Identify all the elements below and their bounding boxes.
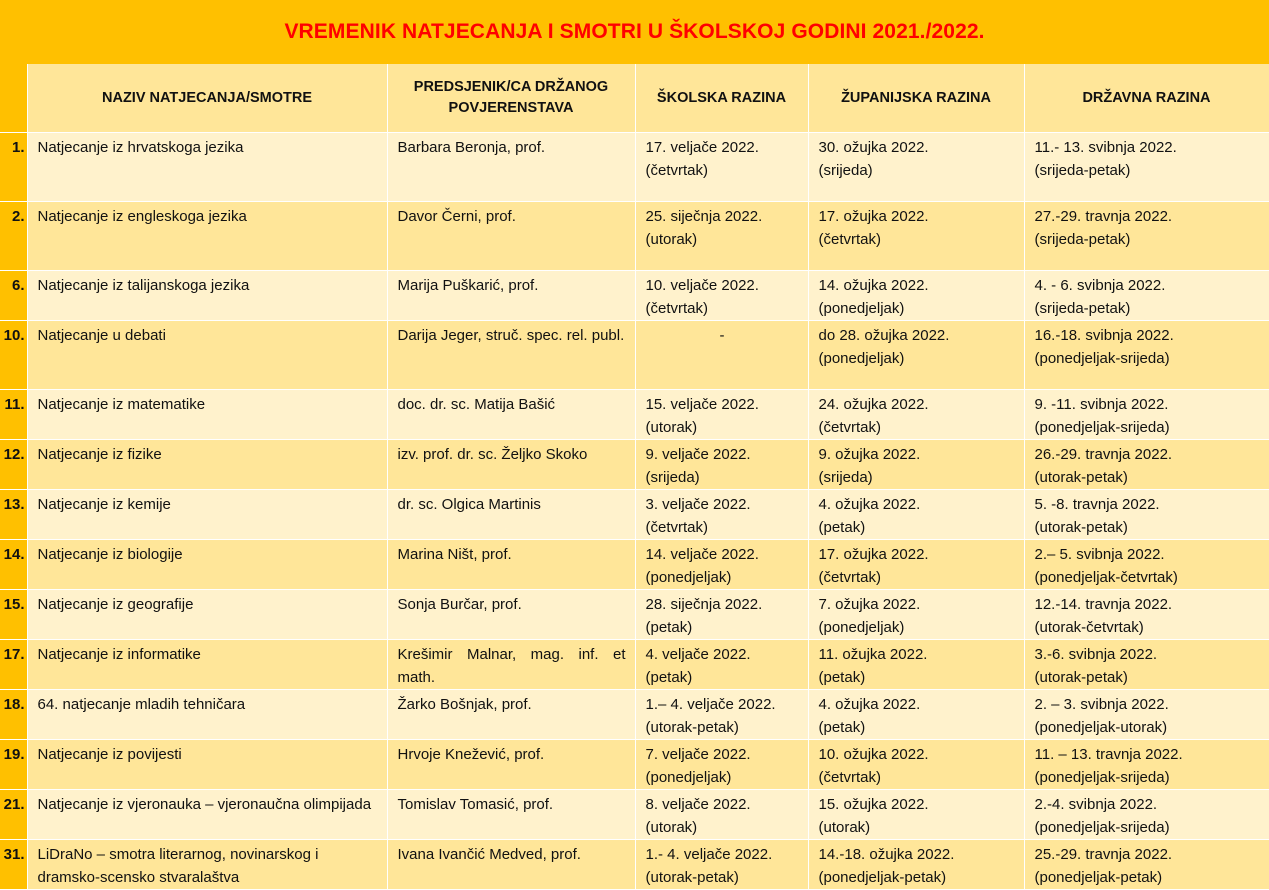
school-level-date-text: (petak)	[645, 669, 693, 686]
school-level-date-text: 17. veljače 2022.	[645, 139, 759, 156]
table-row	[0, 840, 1269, 890]
county-level-date	[808, 840, 1024, 890]
county-level-date-text: 4. ožujka 2022.	[818, 696, 921, 713]
committee-president-text: Žarko Bošnjak, prof.	[397, 696, 532, 713]
competition-name-text: Natjecanje iz kemije	[37, 496, 171, 513]
competition-name-text: Natjecanje iz hrvatskoga jezika	[37, 139, 244, 156]
school-level-date-text: (utorak-petak)	[645, 719, 739, 736]
state-level-date-text: (srijeda-petak)	[1034, 162, 1131, 179]
school-level-date	[635, 540, 808, 590]
county-level-date-text: 24. ožujka 2022.	[818, 396, 929, 413]
state-level-date	[1024, 271, 1269, 321]
competition-name-text: Natjecanje iz talijanskoga jezika	[37, 277, 250, 294]
table-row	[0, 490, 1269, 540]
competition-name	[27, 540, 387, 590]
competition-table	[0, 64, 1269, 890]
row-number-text: 19.	[3, 746, 25, 763]
school-level-date-text: (ponedjeljak)	[645, 569, 732, 586]
committee-president-text: Tomislav Tomasić, prof.	[397, 796, 554, 813]
row-number-text: 18.	[3, 696, 25, 713]
table-row	[0, 202, 1269, 271]
table-row	[0, 740, 1269, 790]
header-county-level: ŽUPANIJSKA RAZINA	[808, 64, 1024, 133]
committee-president	[387, 790, 635, 840]
header-state-level: DRŽAVNA RAZINA	[1024, 64, 1269, 133]
school-level-date-text: 1.- 4. veljače 2022.	[645, 846, 773, 863]
row-number	[0, 440, 27, 490]
school-level-date	[635, 840, 808, 890]
row-number	[0, 390, 27, 440]
county-level-date-text: do 28. ožujka 2022.	[818, 327, 950, 344]
state-level-date-text: 16.-18. svibnja 2022.	[1034, 327, 1174, 344]
county-level-date-text: (petak)	[818, 719, 866, 736]
row-number-text: 10.	[3, 327, 25, 344]
state-level-date-text: 2. – 3. svibnja 2022.	[1034, 696, 1169, 713]
county-level-date-text: 30. ožujka 2022.	[818, 139, 929, 156]
county-level-date-text: (petak)	[818, 669, 866, 686]
state-level-date-text: 9. -11. svibnja 2022.	[1034, 396, 1169, 413]
committee-president	[387, 440, 635, 490]
table-row	[0, 271, 1269, 321]
school-level-date-text: 28. siječnja 2022.	[645, 596, 763, 613]
row-number-text: 11.	[4, 396, 25, 413]
committee-president	[387, 390, 635, 440]
state-level-date	[1024, 390, 1269, 440]
county-level-date-text: (srijeda)	[818, 162, 873, 179]
state-level-date-text: 25.-29. travnja 2022.	[1034, 846, 1173, 863]
county-level-date-text: (četvrtak)	[818, 419, 882, 436]
header-row	[0, 64, 1269, 133]
county-level-date	[808, 321, 1024, 390]
competition-name-text: Natjecanje iz fizike	[37, 446, 162, 463]
school-level-date-text: (srijeda)	[645, 469, 700, 486]
row-number	[0, 321, 27, 390]
state-level-date	[1024, 540, 1269, 590]
school-level-date-text: (utorak)	[645, 419, 698, 436]
state-level-date	[1024, 321, 1269, 390]
county-level-date-text: 17. ožujka 2022.	[818, 208, 929, 225]
state-level-date	[1024, 790, 1269, 840]
school-level-date-text: (petak)	[645, 619, 693, 636]
state-level-date-text: (ponedjeljak-srijeda)	[1034, 819, 1170, 836]
school-level-date-text: 25. siječnja 2022.	[645, 208, 763, 225]
county-level-date-text: 4. ožujka 2022.	[818, 496, 921, 513]
state-level-date-text: 3.-6. svibnja 2022.	[1034, 646, 1158, 663]
row-number-text: 12.	[3, 446, 25, 463]
state-level-date	[1024, 490, 1269, 540]
school-level-date-text: (četvrtak)	[645, 300, 709, 317]
competition-name	[27, 133, 387, 202]
school-level-date	[635, 790, 808, 840]
competition-name	[27, 440, 387, 490]
county-level-date-text: 17. ožujka 2022.	[818, 546, 929, 563]
committee-president	[387, 321, 635, 390]
school-level-date-text: 15. veljače 2022.	[645, 396, 759, 413]
state-level-date-text: 2.-4. svibnja 2022.	[1034, 796, 1158, 813]
committee-president	[387, 640, 635, 690]
county-level-date-text: 7. ožujka 2022.	[818, 596, 921, 613]
row-number-text: 13.	[3, 496, 25, 513]
state-level-date-text: (ponedjeljak-utorak)	[1034, 719, 1168, 736]
state-level-date-text: (ponedjeljak-srijeda)	[1034, 419, 1170, 436]
county-level-date	[808, 440, 1024, 490]
state-level-date-text: 11.- 13. svibnja 2022.	[1034, 139, 1177, 156]
county-level-date	[808, 490, 1024, 540]
county-level-date	[808, 640, 1024, 690]
county-level-date-text: (ponedjeljak)	[818, 300, 905, 317]
table-row	[0, 133, 1269, 202]
county-level-date	[808, 271, 1024, 321]
school-level-date-text: 4. veljače 2022.	[645, 646, 751, 663]
competition-name	[27, 790, 387, 840]
county-level-date-text: 11. ožujka 2022.	[818, 646, 928, 663]
competition-name	[27, 640, 387, 690]
row-number-text: 31.	[3, 846, 25, 863]
row-number-text: 1.	[11, 139, 25, 156]
county-level-date-text: 10. ožujka 2022.	[818, 746, 929, 763]
school-level-date-text: (četvrtak)	[645, 519, 709, 536]
committee-president-text: dr. sc. Olgica Martinis	[397, 496, 541, 513]
school-level-date	[635, 590, 808, 640]
committee-president	[387, 690, 635, 740]
county-level-date-text: (petak)	[818, 519, 866, 536]
county-level-date-text: (četvrtak)	[818, 569, 882, 586]
competition-name-text: Natjecanje iz vjeronauka – vjeronaučna olimpijada	[37, 796, 372, 813]
table-row	[0, 590, 1269, 640]
county-level-date-text: (četvrtak)	[818, 231, 882, 248]
school-level-date-text: -	[719, 327, 725, 344]
school-level-date	[635, 440, 808, 490]
committee-president-text: izv. prof. dr. sc. Željko Skoko	[397, 446, 588, 463]
school-level-date-text: 9. veljače 2022.	[645, 446, 751, 463]
state-level-date-text: (ponedjeljak-srijeda)	[1034, 769, 1170, 786]
committee-president-text: Marija Puškarić, prof.	[397, 277, 539, 294]
county-level-date-text: (srijeda)	[818, 469, 873, 486]
committee-president	[387, 133, 635, 202]
row-number-text: 2.	[11, 208, 25, 225]
state-level-date-text: 2.– 5. svibnja 2022.	[1034, 546, 1165, 563]
school-level-date-text: 14. veljače 2022.	[645, 546, 759, 563]
row-number-text: 6.	[11, 277, 25, 294]
row-number	[0, 740, 27, 790]
school-level-date-text: 7. veljače 2022.	[645, 746, 751, 763]
row-number	[0, 490, 27, 540]
row-number-text: 21.	[3, 796, 25, 813]
competition-name-text: Natjecanje iz informatike	[37, 646, 201, 663]
state-level-date-text: 5. -8. travnja 2022.	[1034, 496, 1160, 513]
county-level-date-text: (ponedjeljak)	[818, 350, 905, 367]
school-level-date	[635, 740, 808, 790]
header-president: PREDSJENIK/CA DRŽANOG POVJERENSTAVA	[387, 64, 635, 133]
committee-president	[387, 740, 635, 790]
committee-president-text: Davor Černi, prof.	[397, 208, 516, 225]
school-level-date	[635, 202, 808, 271]
state-level-date	[1024, 640, 1269, 690]
county-level-date	[808, 740, 1024, 790]
county-level-date-text: (ponedjeljak-petak)	[818, 869, 947, 886]
row-number-text: 15.	[3, 596, 25, 613]
state-level-date-text: (ponedjeljak-četvrtak)	[1034, 569, 1178, 586]
state-level-date-text: 12.-14. travnja 2022.	[1034, 596, 1173, 613]
competition-name-text: 64. natjecanje mladih tehničara	[37, 696, 246, 713]
committee-president	[387, 840, 635, 890]
county-level-date	[808, 690, 1024, 740]
competition-name-text: Natjecanje iz matematike	[37, 396, 206, 413]
competition-name	[27, 390, 387, 440]
table-row	[0, 790, 1269, 840]
school-level-date	[635, 321, 808, 390]
state-level-date	[1024, 590, 1269, 640]
school-level-date-text: (utorak)	[645, 231, 698, 248]
county-level-date-text: (četvrtak)	[818, 769, 882, 786]
school-level-date	[635, 690, 808, 740]
committee-president-text: Marina Ništ, prof.	[397, 546, 512, 563]
competition-name	[27, 740, 387, 790]
competition-name-text: Natjecanje iz povijesti	[37, 746, 182, 763]
county-level-date-text: (ponedjeljak)	[818, 619, 905, 636]
row-number	[0, 840, 27, 890]
competition-name	[27, 840, 387, 890]
school-level-date-text: (četvrtak)	[645, 162, 709, 179]
competition-name	[27, 321, 387, 390]
committee-president	[387, 590, 635, 640]
state-level-date	[1024, 440, 1269, 490]
header-name: NAZIV NATJECANJA/SMOTRE	[27, 64, 387, 133]
county-level-date-text: 14.-18. ožujka 2022.	[818, 846, 955, 863]
row-number	[0, 202, 27, 271]
table-row	[0, 540, 1269, 590]
county-level-date-text: (utorak)	[818, 819, 871, 836]
table-row	[0, 440, 1269, 490]
county-level-date	[808, 133, 1024, 202]
state-level-date-text: (utorak-petak)	[1034, 519, 1128, 536]
competition-name	[27, 690, 387, 740]
page-title: VREMENIK NATJECANJA I SMOTRI U ŠKOLSKOJ GODINI 2021./2022.	[0, 0, 1269, 65]
school-level-date	[635, 490, 808, 540]
state-level-date-text: (srijeda-petak)	[1034, 300, 1131, 317]
row-number	[0, 590, 27, 640]
competition-name-text: Natjecanje iz geografije	[37, 596, 194, 613]
table-row	[0, 640, 1269, 690]
state-level-date-text: 11. – 13. travnja 2022.	[1034, 746, 1183, 763]
county-level-date-text: 9. ožujka 2022.	[818, 446, 921, 463]
committee-president-text: Krešimir Malnar, mag. inf. et math.	[397, 646, 626, 686]
school-level-date	[635, 133, 808, 202]
state-level-date	[1024, 690, 1269, 740]
row-number-text: 17.	[3, 646, 25, 663]
competition-name	[27, 490, 387, 540]
table-row	[0, 321, 1269, 390]
row-number	[0, 540, 27, 590]
county-level-date-text: 14. ožujka 2022.	[818, 277, 929, 294]
state-level-date-text: 26.-29. travnja 2022.	[1034, 446, 1173, 463]
competition-name	[27, 271, 387, 321]
committee-president-text: Ivana Ivančić Medved, prof.	[397, 846, 581, 863]
state-level-date	[1024, 202, 1269, 271]
committee-president-text: Hrvoje Knežević, prof.	[397, 746, 545, 763]
row-number	[0, 790, 27, 840]
header-number	[0, 64, 27, 133]
competition-name	[27, 590, 387, 640]
row-number	[0, 133, 27, 202]
school-level-date-text: 1.– 4. veljače 2022.	[645, 696, 776, 713]
table-row	[0, 690, 1269, 740]
state-level-date	[1024, 133, 1269, 202]
committee-president	[387, 540, 635, 590]
competition-name-text: Natjecanje iz engleskoga jezika	[37, 208, 247, 225]
competition-name-text: Natjecanje iz biologije	[37, 546, 183, 563]
school-level-date-text: (ponedjeljak)	[645, 769, 732, 786]
header-school-level: ŠKOLSKA RAZINA	[635, 64, 808, 133]
state-level-date-text: 4. - 6. svibnja 2022.	[1034, 277, 1166, 294]
school-level-date-text: (utorak)	[645, 819, 698, 836]
state-level-date-text: (utorak-petak)	[1034, 469, 1128, 486]
competition-name-text: LiDraNo – smotra literarnog, novinarskog i dramsko-scensko stvaralaštva	[37, 846, 319, 886]
school-level-date-text: (utorak-petak)	[645, 869, 739, 886]
committee-president-text: Barbara Beronja, prof.	[397, 139, 546, 156]
table-row	[0, 390, 1269, 440]
committee-president-text: Darija Jeger, struč. spec. rel. publ.	[397, 327, 625, 344]
committee-president-text: doc. dr. sc. Matija Bašić	[397, 396, 556, 413]
state-level-date-text: (utorak-četvrtak)	[1034, 619, 1144, 636]
state-level-date-text: (srijeda-petak)	[1034, 231, 1131, 248]
state-level-date	[1024, 840, 1269, 890]
competition-name-text: Natjecanje u debati	[37, 327, 166, 344]
county-level-date	[808, 202, 1024, 271]
school-level-date	[635, 271, 808, 321]
school-level-date	[635, 390, 808, 440]
school-level-date	[635, 640, 808, 690]
county-level-date	[808, 540, 1024, 590]
school-level-date-text: 8. veljače 2022.	[645, 796, 751, 813]
committee-president	[387, 202, 635, 271]
competition-name	[27, 202, 387, 271]
row-number	[0, 271, 27, 321]
county-level-date	[808, 390, 1024, 440]
row-number	[0, 690, 27, 740]
state-level-date	[1024, 740, 1269, 790]
row-number	[0, 640, 27, 690]
committee-president	[387, 271, 635, 321]
county-level-date	[808, 790, 1024, 840]
state-level-date-text: (ponedjeljak-srijeda)	[1034, 350, 1170, 367]
row-number-text: 14.	[3, 546, 25, 563]
state-level-date-text: (ponedjeljak-petak)	[1034, 869, 1163, 886]
committee-president	[387, 490, 635, 540]
state-level-date-text: (utorak-petak)	[1034, 669, 1128, 686]
school-level-date-text: 10. veljače 2022.	[645, 277, 759, 294]
school-level-date-text: 3. veljače 2022.	[645, 496, 751, 513]
county-level-date	[808, 590, 1024, 640]
county-level-date-text: 15. ožujka 2022.	[818, 796, 929, 813]
committee-president-text: Sonja Burčar, prof.	[397, 596, 522, 613]
state-level-date-text: 27.-29. travnja 2022.	[1034, 208, 1173, 225]
